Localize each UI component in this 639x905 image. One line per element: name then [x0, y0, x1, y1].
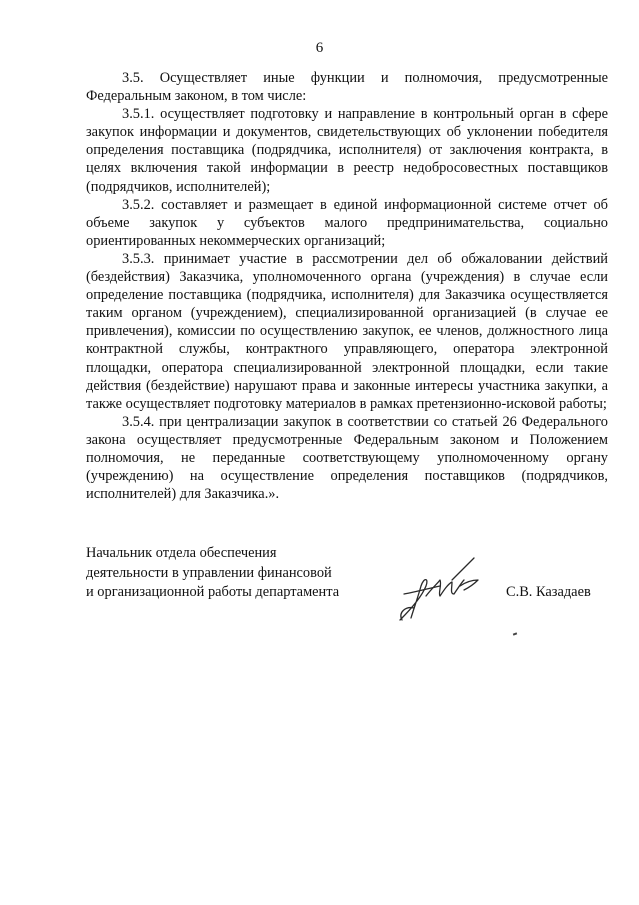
page-number: 6: [315, 40, 324, 56]
stray-ink-mark: [513, 632, 517, 635]
paragraph-3-5-3: 3.5.3. принимает участие в рассмотрении дел об обжаловании действий (бездействия) Заказчика, уполномоченного органа (учреждения) в случае если определение поставщика (подрядчика, исполнителя) для Заказчика осуществляется таким органом (учреждением), специализированной организацией (в случае ее привлечения), комиссии по осуществлению закупок, ее членов, должностного лица контрактной службы, контрактного управляющего, оператора электронной площадки, оператора специализированной электронной площадки, если такие действия (бездействие) нарушают права и законные интересы участника закупки, а также осуществляет подготовку материалов в рамках претензионно-исковой работы;: [86, 250, 608, 412]
position-line: деятельности в управлении финансовой: [86, 564, 332, 581]
paragraph-3-5: 3.5. Осуществляет иные функции и полномочия, предусмотренные Федеральным законом, в том числе:: [86, 70, 608, 105]
signature-block: [86, 544, 608, 624]
signatory-position: [86, 544, 339, 603]
document-body: [86, 69, 608, 503]
paragraph-3-5-1: 3.5.1. осуществляет подготовку и направление в контрольный орган в сфере закупок информации и документов, свидетельствующих об уклонении победителя определения поставщика (подрядчика, исполнителя) от заключения контракта, в целях включения такой информации в реестр недобросовестных поставщиков (подрядчиков, исполнителей);: [86, 106, 608, 195]
position-line: и организационной работы департамента: [86, 584, 340, 600]
paragraph-3-5-2: 3.5.2. составляет и размещает в единой информационной системе отчет об объеме закупок у субъектов малого предпринимательства, социально ориентированных некоммерческих организаций;: [86, 196, 608, 249]
position-line: Начальник отдела обеспечения: [86, 545, 277, 561]
paragraph-3-5-4: 3.5.4. при централизации закупок в соответствии со статьей 26 Федерального закона осуществляет предусмотренные Федеральным законом и Положением полномочия, не переданные соответствующему уполномоченному органу (учреждению) на осуществление определения поставщиков (подрядчиков, исполнителей) для Заказчика.».: [86, 413, 608, 503]
signatory-name: С.В. Казадаев: [506, 584, 591, 600]
handwritten-signature-icon: [394, 550, 504, 626]
